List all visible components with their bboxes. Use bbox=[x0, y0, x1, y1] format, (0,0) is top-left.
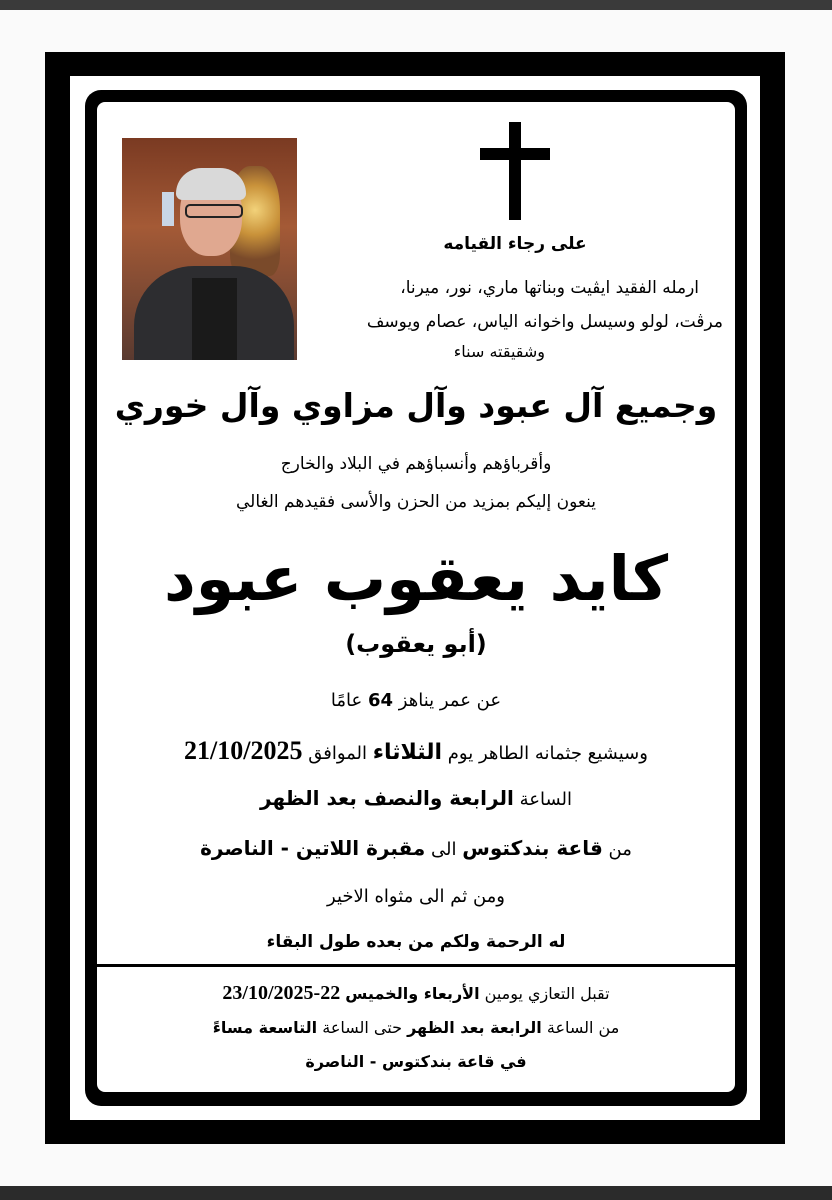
deceased-nickname: (أبو يعقوب) bbox=[345, 630, 487, 658]
condolences-days: الأربعاء والخميس bbox=[345, 984, 480, 1003]
family-line-1: ارمله الفقيد ايڤيت وبناتها ماري، نور، ميرنا، bbox=[400, 278, 699, 298]
funeral-date-prefix: وسيشيع جثمانه الطاهر يوم bbox=[447, 743, 648, 764]
family-line-2: مرڤت، لولو وسيسل واخوانه الياس، عصام ويوسف bbox=[366, 312, 723, 332]
age-after: عامًا bbox=[330, 690, 363, 711]
condolences-time-from: الرابعة بعد الظهر bbox=[407, 1018, 542, 1037]
funeral-time-line bbox=[97, 786, 735, 810]
funeral-time-prefix: الساعة bbox=[519, 789, 572, 810]
relatives-line-2: ينعون إليكم بمزيد من الحزن والأسى فقيدهم الغالي bbox=[235, 492, 596, 512]
funeral-time: الرابعة والنصف بعد الظهر bbox=[260, 786, 514, 810]
funeral-place-to: مقبرة اللاتين - الناصرة bbox=[200, 836, 426, 860]
age-before: عن عمر يناهز bbox=[398, 690, 502, 711]
funeral-place-from: قاعة بندكتوس bbox=[462, 836, 603, 860]
condolences-time-mid: حتى الساعة bbox=[322, 1018, 402, 1037]
funeral-date-mid: الموافق bbox=[308, 743, 368, 764]
funeral-place-line bbox=[97, 836, 735, 860]
condolences-date: 22-23/10/2025 bbox=[222, 982, 341, 1004]
funeral-final-line: ومن ثم الى مثواه الاخير bbox=[327, 886, 505, 907]
divider-line bbox=[97, 964, 735, 967]
obituary-panel bbox=[97, 102, 735, 1092]
condolences-line-2 bbox=[97, 1018, 735, 1037]
bottom-edge-strip bbox=[0, 1186, 832, 1200]
condolences-line-3: في قاعة بندكتوس - الناصرة bbox=[305, 1052, 527, 1071]
deceased-photo bbox=[122, 138, 297, 360]
condolences-time-to: التاسعة مساءً bbox=[212, 1018, 318, 1037]
age-value: 64 bbox=[367, 690, 394, 711]
relatives-line-1: وأقرباؤهم وأنسباؤهم في البلاد والخارج bbox=[280, 454, 552, 474]
funeral-date: 21/10/2025 bbox=[184, 736, 303, 765]
condolences-prefix: تقبل التعازي يومين bbox=[484, 984, 610, 1003]
top-edge-strip bbox=[0, 0, 832, 10]
funeral-date-line bbox=[97, 736, 735, 766]
condolences-line-1 bbox=[97, 982, 735, 1005]
condolences-time-prefix: من الساعة bbox=[546, 1018, 620, 1037]
funeral-day: الثلاثاء bbox=[372, 740, 443, 765]
funeral-place-prefix: من bbox=[608, 839, 632, 860]
deceased-name: كايد يعقوب عبود bbox=[163, 542, 669, 615]
funeral-place-mid: الى bbox=[431, 839, 457, 860]
age-line bbox=[97, 690, 735, 711]
family-line-3: وشقيقته سناء bbox=[453, 342, 545, 361]
cross-icon bbox=[480, 122, 550, 220]
blessing-line: له الرحمة ولكم من بعده طول البقاء bbox=[266, 932, 566, 952]
families-heading: وجميع آل عبود وآل مزاوي وآل خوري bbox=[114, 386, 718, 425]
hope-line: على رجاء القيامه bbox=[443, 234, 587, 254]
